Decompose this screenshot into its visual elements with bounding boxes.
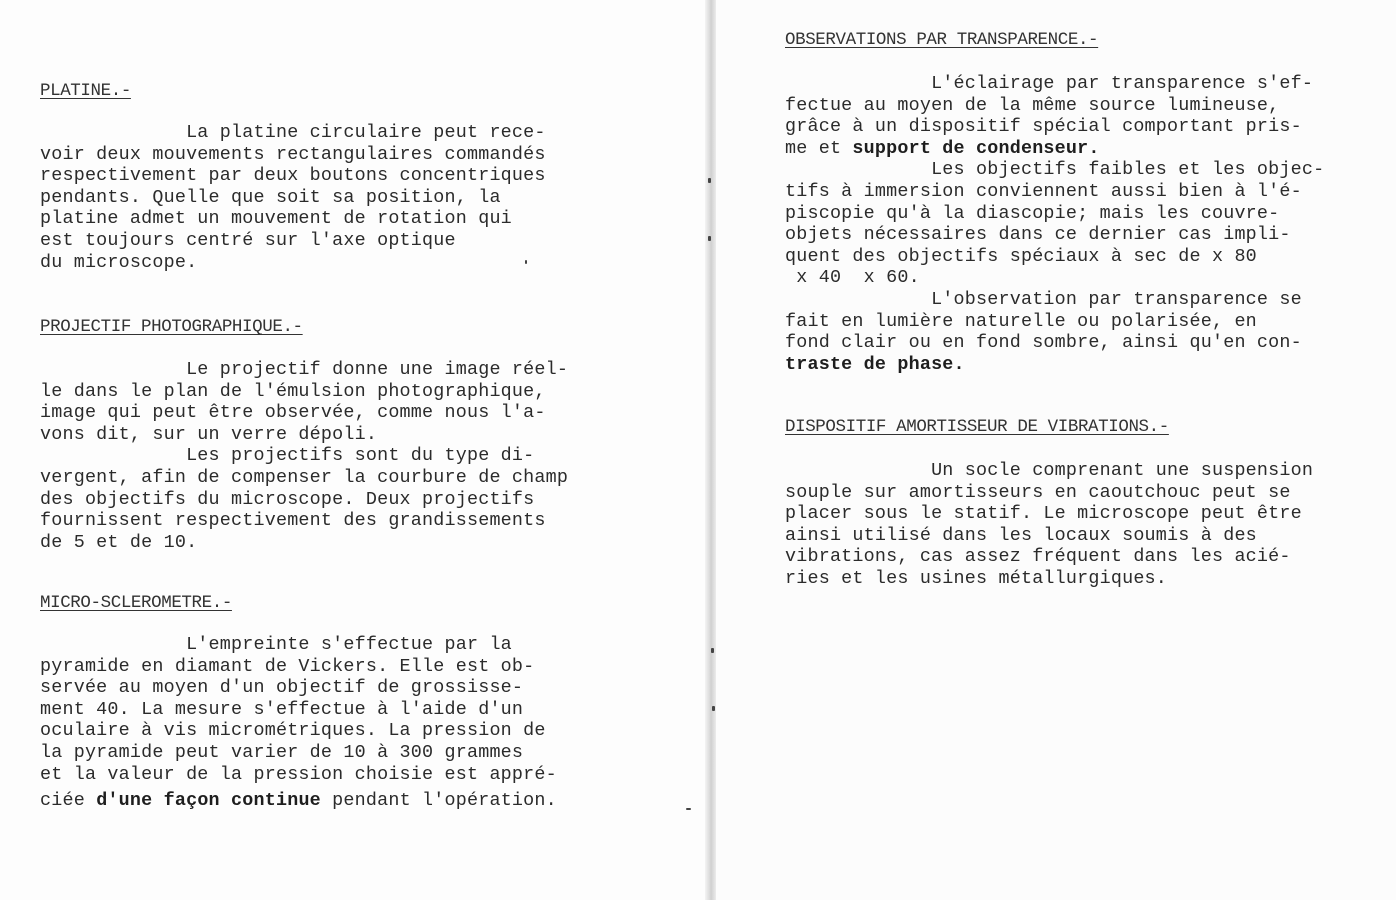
ink-speck bbox=[686, 808, 691, 810]
paragraph-micro-sclerometre bbox=[40, 634, 557, 812]
paragraph-dispositif bbox=[785, 460, 1313, 590]
text-line: quent des objectifs spéciaux à sec de x 80 bbox=[785, 245, 1257, 267]
text-line: L'empreinte s'effectue par la bbox=[40, 634, 512, 655]
text-line: La platine circulaire peut rece- bbox=[40, 122, 546, 143]
heading-dispositif: DISPOSITIF AMORTISSEUR DE VIBRATIONS.- bbox=[785, 417, 1169, 437]
ink-speck bbox=[525, 260, 527, 264]
text-line: et la valeur de la pression choisie est appré- bbox=[40, 763, 557, 785]
text-line bbox=[785, 138, 1324, 160]
text-line: vergent, afin de compenser la courbure de champ bbox=[40, 466, 569, 488]
bold-text-segment: d'une façon continue bbox=[96, 790, 321, 812]
ink-speck bbox=[711, 648, 714, 653]
right-page bbox=[716, 0, 1396, 900]
paragraph-observations bbox=[785, 73, 1324, 375]
text-line: tifs à immersion conviennent aussi bien à l'é- bbox=[785, 180, 1302, 202]
text-line bbox=[40, 790, 557, 812]
text-line: pyramide en diamant de Vickers. Elle est ob- bbox=[40, 655, 535, 677]
text-line: pendants. Quelle que soit sa position, la bbox=[40, 186, 501, 208]
text-line: platine admet un mouvement de rotation qui bbox=[40, 208, 512, 230]
page-gutter bbox=[705, 0, 716, 900]
text-line: ainsi utilisé dans les locaux soumis à des bbox=[785, 524, 1257, 546]
text-line: le dans le plan de l'émulsion photographique, bbox=[40, 380, 546, 402]
paragraph-platine bbox=[40, 122, 546, 273]
text-line: vibrations, cas assez fréquent dans les acié- bbox=[785, 546, 1291, 568]
text-line: x 40 x 60. bbox=[785, 267, 920, 289]
text-line: placer sous le statif. Le microscope peut être bbox=[785, 503, 1302, 525]
heading-projectif: PROJECTIF PHOTOGRAPHIQUE.- bbox=[40, 317, 303, 337]
text-line: vons dit, sur un verre dépoli. bbox=[40, 423, 378, 445]
heading-observations: OBSERVATIONS PAR TRANSPARENCE.- bbox=[785, 30, 1099, 50]
text-segment: ciée bbox=[40, 790, 97, 812]
text-line: oculaire à vis micrométriques. La pression de bbox=[40, 720, 546, 742]
text-line: image qui peut être observée, comme nous l'a- bbox=[40, 402, 546, 424]
text-line: L'observation par transparence se bbox=[785, 288, 1302, 310]
ink-speck bbox=[712, 706, 715, 711]
text-line: servée au moyen d'un objectif de grossisse- bbox=[40, 677, 524, 699]
paragraph-projectif bbox=[40, 359, 568, 553]
text-line: respectivement par deux boutons concentriques bbox=[40, 165, 546, 187]
text-line: Le projectif donne une image réel- bbox=[40, 359, 569, 380]
text-line: fournissent respectivement des grandissements bbox=[40, 510, 546, 532]
text-line: Les projectifs sont du type di- bbox=[40, 445, 535, 467]
text-segment: pendant l'opération. bbox=[320, 790, 557, 812]
text-line: est toujours centré sur l'axe optique bbox=[40, 229, 456, 251]
text-line: souple sur amortisseurs en caoutchouc peut se bbox=[785, 481, 1291, 503]
ink-speck bbox=[708, 236, 711, 241]
bold-text-segment: support de condenseur. bbox=[852, 137, 1100, 159]
text-line: ment 40. La mesure s'effectue à l'aide d'un bbox=[40, 698, 524, 720]
text-line: de 5 et de 10. bbox=[40, 531, 198, 553]
text-line: traste de phase. bbox=[785, 353, 965, 375]
heading-micro-sclerometre: MICRO-SCLEROMETRE.- bbox=[40, 593, 232, 613]
text-line: voir deux mouvements rectangulaires commandés bbox=[40, 143, 546, 165]
text-segment: me et bbox=[785, 137, 853, 159]
text-line: L'éclairage par transparence s'ef- bbox=[785, 73, 1314, 94]
text-line: du microscope. bbox=[40, 251, 198, 273]
text-line: des objectifs du microscope. Deux projectifs bbox=[40, 488, 535, 510]
text-line: Un socle comprenant une suspension bbox=[785, 460, 1314, 481]
text-line: la pyramide peut varier de 10 à 300 grammes bbox=[40, 741, 524, 763]
text-line: fait en lumière naturelle ou polarisée, en bbox=[785, 310, 1257, 332]
text-line: piscopie qu'à la diascopie; mais les couvre- bbox=[785, 202, 1280, 224]
text-line: fectue au moyen de la même source lumineuse, bbox=[785, 94, 1280, 116]
text-line: ries et les usines métallurgiques. bbox=[785, 567, 1168, 589]
heading-platine: PLATINE.- bbox=[40, 81, 131, 101]
text-line: objets nécessaires dans ce dernier cas impli- bbox=[785, 224, 1291, 246]
text-line: grâce à un dispositif spécial comportant pris- bbox=[785, 116, 1302, 138]
text-line: fond clair ou en fond sombre, ainsi qu'en con- bbox=[785, 332, 1302, 354]
text-line: Les objectifs faibles et les objec- bbox=[785, 159, 1325, 181]
ink-speck bbox=[708, 178, 711, 183]
